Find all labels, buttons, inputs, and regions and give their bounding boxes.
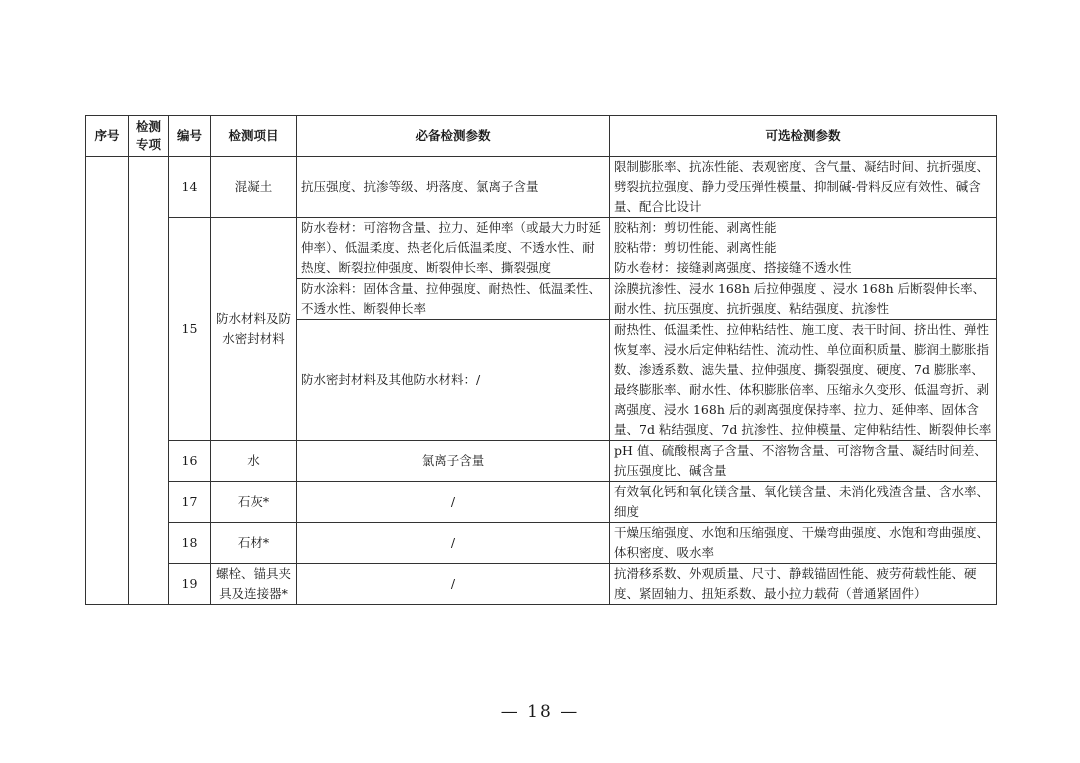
code-cell: 18 [169, 523, 211, 564]
required-cell: / [297, 482, 610, 523]
special-cell [129, 157, 169, 605]
code-cell: 17 [169, 482, 211, 523]
required-cell: 防水涂料：固体含量、拉伸强度、耐热性、低温柔性、不透水性、断裂伸长率 [297, 279, 610, 320]
item-cell: 水 [211, 441, 297, 482]
optional-line: 胶粘带：剪切性能、剥离性能 [614, 240, 777, 255]
seq-cell [86, 157, 129, 605]
test-parameters-table [85, 115, 997, 605]
code-cell: 19 [169, 564, 211, 605]
table-row [86, 564, 997, 605]
optional-line: 防水卷材：接缝剥离强度、搭接缝不透水性 [614, 260, 852, 275]
table-row [86, 441, 997, 482]
optional-cell: 抗滑移系数、外观质量、尺寸、静载锚固性能、疲劳荷载性能、硬度、紧固轴力、扭矩系数、最小拉力载荷（普通紧固件） [610, 564, 997, 605]
table-row [86, 157, 997, 218]
table-row [86, 218, 997, 279]
header-seq: 序号 [86, 116, 129, 157]
header-special: 检测专项 [129, 116, 169, 157]
code-cell: 16 [169, 441, 211, 482]
optional-cell: 有效氧化钙和氧化镁含量、氧化镁含量、未消化残渣含量、含水率、细度 [610, 482, 997, 523]
required-cell: / [297, 564, 610, 605]
optional-cell: 耐热性、低温柔性、拉伸粘结性、施工度、表干时间、挤出性、弹性恢复率、浸水后定伸粘结性、流动性、单位面积质量、膨润土膨胀指数、渗透系数、滤失量、拉伸强度、撕裂强度、硬度、7d 膨胀率、最终膨胀率、耐水性、体积膨胀倍率、压缩永久变形、低温弯折、剥离强度、浸水 168h 后的剥离强度保持率、拉力、延伸率、固体含量、7d 粘结强度、7d 抗渗性、拉伸模量、定伸粘结性、断裂伸长率 [610, 320, 997, 441]
header-required: 必备检测参数 [297, 116, 610, 157]
required-cell: 抗压强度、抗渗等级、坍落度、氯离子含量 [297, 157, 610, 218]
item-cell: 石材* [211, 523, 297, 564]
page-number: — 18 — [500, 702, 580, 722]
code-cell: 15 [169, 218, 211, 441]
optional-cell: 干燥压缩强度、水饱和压缩强度、干燥弯曲强度、水饱和弯曲强度、体积密度、吸水率 [610, 523, 997, 564]
header-optional: 可选检测参数 [610, 116, 997, 157]
required-cell: 防水密封材料及其他防水材料：/ [297, 320, 610, 441]
optional-cell: 涂膜抗渗性、浸水 168h 后拉伸强度 、浸水 168h 后断裂伸长率、耐水性、抗压强度、抗折强度、粘结强度、抗渗性 [610, 279, 997, 320]
code-cell: 14 [169, 157, 211, 218]
item-cell: 螺栓、锚具夹具及连接器* [211, 564, 297, 605]
required-cell: 氯离子含量 [297, 441, 610, 482]
header-item: 检测项目 [211, 116, 297, 157]
optional-cell: pH 值、硫酸根离子含量、不溶物含量、可溶物含量、凝结时间差、 抗压强度比、碱含量 [610, 441, 997, 482]
required-cell: 防水卷材：可溶物含量、拉力、延伸率（或最大力时延伸率）、低温柔度、热老化后低温柔度、不透水性、耐热度、断裂拉伸强度、断裂伸长率、撕裂强度 [297, 218, 610, 279]
optional-cell: 限制膨胀率、抗冻性能、表观密度、含气量、凝结时间、抗折强度、劈裂抗拉强度、静力受压弹性模量、抑制碱-骨料反应有效性、碱含量、配合比设计 [610, 157, 997, 218]
required-cell: / [297, 523, 610, 564]
table-header-row [86, 116, 997, 157]
optional-line: 胶粘剂：剪切性能、剥离性能 [614, 220, 777, 235]
table-row [86, 482, 997, 523]
optional-cell [610, 218, 997, 279]
header-code: 编号 [169, 116, 211, 157]
item-cell: 石灰* [211, 482, 297, 523]
table-row [86, 523, 997, 564]
item-cell: 防水材料及防水密封材料 [211, 218, 297, 441]
item-cell: 混凝土 [211, 157, 297, 218]
